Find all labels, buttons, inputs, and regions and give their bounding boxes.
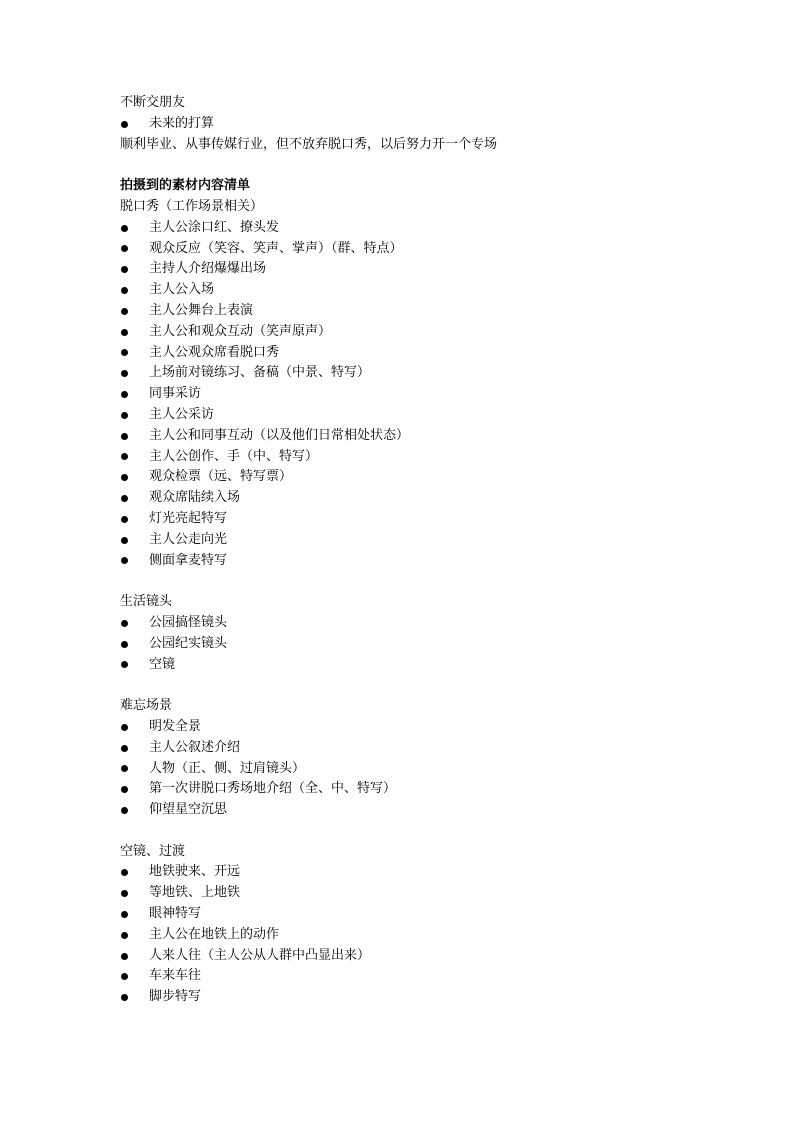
paragraph-gap [120, 155, 760, 176]
bullet-icon [121, 932, 128, 939]
list-item-text: 观众反应（笑容、笑声、掌声）（群、特点） [149, 240, 403, 256]
list-item-text: 主人公创作、手（中、特写） [149, 448, 319, 464]
list-item-text: 车来车往 [149, 968, 202, 984]
list-item-text: 眼神特写 [149, 906, 202, 922]
bullet-icon [121, 973, 128, 980]
list-item-text: 等地铁、上地铁 [149, 885, 241, 901]
list-item-text: 人来人往（主人公从人群中凸显出来） [149, 947, 371, 963]
list-item [120, 467, 760, 488]
list-item-text: 主人公在地铁上的动作 [149, 926, 280, 942]
list-item [120, 655, 760, 676]
list-item-text: 人物（正、侧、过肩镜头） [149, 760, 306, 776]
subsection-title: 难忘场景 [120, 698, 173, 714]
list-item-text: 主人公叙述介绍 [149, 739, 241, 755]
list-item [120, 613, 760, 634]
bullet-icon [121, 953, 128, 960]
bullet-icon [121, 724, 128, 731]
list-item [120, 280, 760, 301]
list-item [120, 862, 760, 883]
list-item-text: 公园纪实镜头 [149, 635, 228, 651]
list-item [120, 488, 760, 509]
list-item [120, 447, 760, 468]
list-item [120, 717, 760, 738]
bullet-icon [121, 308, 128, 315]
list-item-text: 主人公观众席看脱口秀 [149, 344, 280, 360]
list-item [120, 634, 760, 655]
list-item [120, 759, 760, 780]
list-item-text: 侧面拿麦特写 [149, 552, 228, 568]
plan-line: 顺利毕业、从事传媒行业，但不放弃脱口秀，以后努力开一个专场 [120, 136, 498, 152]
list-item [120, 384, 760, 405]
list-item-text: 公园搞怪镜头 [149, 614, 228, 630]
list-item [120, 259, 760, 280]
list-item-text: 主人公采访 [149, 406, 215, 422]
list-item-text: 仰望星空沉思 [149, 802, 228, 818]
list-item-text: 主人公和同事互动（以及他们日常相处状态） [149, 427, 410, 443]
list-item-text: 地铁驶来、开远 [149, 864, 241, 880]
list-item-text: 上场前对镜练习、备稿（中景、特写） [149, 365, 371, 381]
bullet-icon [121, 349, 128, 356]
list-item [120, 426, 760, 447]
bullet-icon [121, 745, 128, 752]
bullet-icon [121, 890, 128, 897]
list-item-text: 观众席陆续入场 [149, 490, 241, 506]
bullet-icon [121, 537, 128, 544]
list-item [120, 322, 760, 343]
bullet-icon [121, 391, 128, 398]
bullet-icon [121, 287, 128, 294]
bullet-icon [121, 329, 128, 336]
paragraph-gap [120, 675, 760, 696]
list-item-text: 未来的打算 [149, 115, 215, 131]
list-item-text: 观众检票（远、特写票） [149, 469, 293, 485]
paragraph-gap [120, 821, 760, 842]
list-item-text: 主持人介绍爆爆出场 [149, 261, 267, 277]
bullet-icon [121, 911, 128, 918]
section-heading: 拍摄到的素材内容清单 [120, 178, 251, 194]
material-sections [120, 197, 760, 1008]
bullet-icon [121, 620, 128, 627]
bullet-icon [121, 370, 128, 377]
list-item [120, 904, 760, 925]
list-item-text: 主人公走向光 [149, 531, 228, 547]
subsection-title: 生活镜头 [120, 594, 173, 610]
list-item [120, 800, 760, 821]
list-item [120, 883, 760, 904]
list-item-text: 主人公涂口红、撩头发 [149, 219, 280, 235]
bullet-icon [121, 994, 128, 1001]
bullet-icon [121, 786, 128, 793]
bullet-icon [121, 433, 128, 440]
list-item-text: 主人公和观众互动（笑声原声） [149, 323, 332, 339]
bullet-icon [121, 225, 128, 232]
bullet-icon [121, 495, 128, 502]
list-item-text: 灯光亮起特写 [149, 510, 228, 526]
bullet-icon [121, 641, 128, 648]
list-item [120, 966, 760, 987]
list-item [120, 239, 760, 260]
list-item [120, 218, 760, 239]
bullet-icon [121, 412, 128, 419]
bullet-icon [121, 661, 128, 668]
document-page [120, 93, 760, 1008]
list-item [120, 343, 760, 364]
list-item-text: 同事采访 [149, 386, 202, 402]
list-item [120, 530, 760, 551]
list-item [120, 114, 760, 135]
bullet-icon [121, 453, 128, 460]
bullet-icon [121, 474, 128, 481]
bullet-icon [121, 869, 128, 876]
list-item-text: 脚步特写 [149, 989, 202, 1005]
bullet-icon [121, 266, 128, 273]
list-item-text: 空镜 [149, 656, 176, 672]
list-item-text: 明发全景 [149, 718, 202, 734]
paragraph-gap [120, 571, 760, 592]
bullet-icon [121, 807, 128, 814]
list-item [120, 987, 760, 1008]
bullet-icon [121, 557, 128, 564]
list-item [120, 925, 760, 946]
bullet-icon [121, 121, 128, 128]
subsection-title: 脱口秀（工作场景相关） [120, 198, 264, 214]
list-item [120, 301, 760, 322]
list-item [120, 779, 760, 800]
list-item [120, 363, 760, 384]
list-item [120, 738, 760, 759]
list-item [120, 551, 760, 572]
intro-line: 不断交朋友 [120, 95, 186, 110]
list-item-text: 主人公入场 [149, 282, 215, 298]
subsection-title: 空镜、过渡 [120, 843, 186, 859]
list-item-text: 主人公舞台上表演 [149, 302, 254, 318]
bullet-icon [121, 516, 128, 523]
list-item [120, 405, 760, 426]
list-item-text: 第一次讲脱口秀场地介绍（全、中、特写） [149, 781, 397, 797]
bullet-icon [121, 765, 128, 772]
bullet-icon [121, 245, 128, 252]
list-item [120, 509, 760, 530]
list-item [120, 946, 760, 967]
